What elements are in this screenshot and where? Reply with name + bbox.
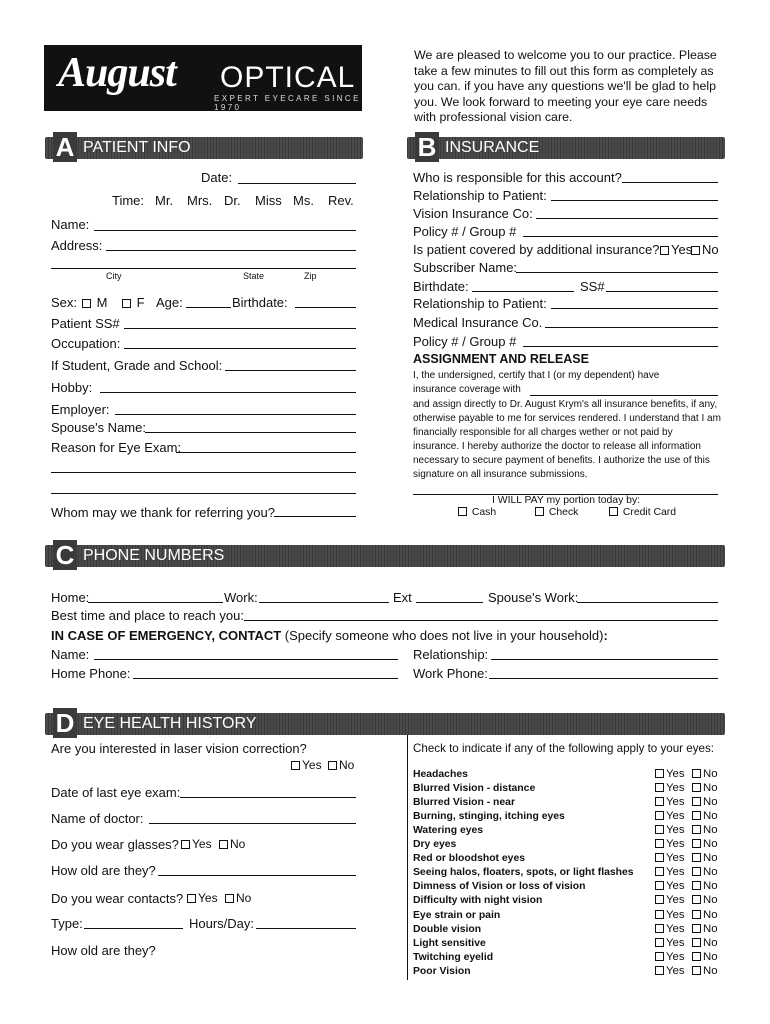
logo-word: OPTICAL — [220, 61, 356, 94]
condition-yes-checkbox[interactable]: Yes — [655, 909, 685, 921]
checkbox-icon — [655, 797, 664, 806]
contacts-age-label: How old are they? — [51, 943, 156, 958]
pay-check-checkbox[interactable]: Check — [535, 507, 578, 518]
state-label: State — [243, 271, 265, 281]
checkbox-icon — [655, 825, 664, 834]
glasses-label: Do you wear glasses? — [51, 837, 179, 852]
city-label: City — [106, 271, 122, 281]
patient-ss-label: Patient SS# — [51, 316, 120, 331]
condition-label: Red or bloodshot eyes — [413, 853, 526, 864]
laser-no-checkbox[interactable]: No — [328, 758, 354, 772]
checkbox-icon — [655, 811, 664, 820]
hours-label: Hours/Day: — [189, 916, 255, 931]
home-field[interactable] — [88, 602, 223, 603]
condition-yes-checkbox[interactable]: Yes — [655, 951, 685, 963]
condition-label: Twitching eyelid — [413, 952, 494, 963]
doctor-label: Name of doctor: — [51, 811, 144, 826]
relationship-label: Relationship to Patient: — [413, 188, 547, 203]
student-field[interactable] — [225, 370, 356, 371]
address-label: Address: — [51, 238, 103, 253]
best-time-field[interactable] — [244, 620, 718, 621]
checkbox-icon — [655, 839, 664, 848]
condition-no-checkbox[interactable]: No — [692, 909, 718, 921]
last-exam-field[interactable] — [180, 797, 356, 798]
pay-credit-checkbox[interactable]: Credit Card — [609, 507, 676, 518]
checkbox-icon — [692, 867, 701, 876]
glasses-age-label: How old are they? — [51, 863, 156, 878]
condition-yes-checkbox[interactable]: Yes — [655, 923, 685, 935]
vision-co-field[interactable] — [536, 218, 718, 219]
condition-label: Dimness of Vision or loss of vision — [413, 881, 586, 892]
spouse-work-label: Spouse's Work: — [488, 590, 579, 605]
student-label: If Student, Grade and School: — [51, 358, 223, 373]
zip-label: Zip — [304, 271, 317, 281]
additional-label: Is patient covered by additional insurance? — [413, 242, 660, 257]
checkbox-icon — [692, 853, 701, 862]
checkbox-icon — [692, 769, 701, 778]
assignment-body: and assign directly to Dr. August Krym's all insurance benefits, if any, otherwise payable to me for services rendered. I understand that I am financially responsible for all charges wether or not paid by insurance. I hereby authorize the doctor to release all information necessary to secure payment of benefits. I authorize the use of this signature on all insurance submissions. — [413, 399, 721, 480]
birthdate-label: Birthdate: — [232, 295, 288, 310]
condition-yes-checkbox[interactable]: Yes — [655, 782, 685, 794]
condition-label: Blurred Vision - near — [413, 797, 516, 808]
condition-yes-checkbox[interactable]: Yes — [655, 852, 685, 864]
occupation-label: Occupation: — [51, 336, 121, 351]
checkbox-icon — [692, 952, 701, 961]
checkbox-icon — [181, 840, 190, 849]
emergency-home-field[interactable] — [133, 678, 398, 679]
checkbox-icon — [655, 938, 664, 947]
checkbox-icon — [655, 895, 664, 904]
checkbox-icon — [458, 507, 467, 516]
condition-label: Dry eyes — [413, 839, 457, 850]
name-field[interactable] — [94, 230, 356, 231]
checkbox-icon — [692, 825, 701, 834]
reason-field[interactable] — [176, 452, 356, 453]
emergency-name-label: Name: — [51, 647, 90, 662]
checkbox-icon — [187, 894, 196, 903]
emergency-relationship-label: Relationship: — [413, 647, 489, 662]
subscriber-field[interactable] — [516, 272, 718, 273]
emergency-name-field[interactable] — [94, 659, 398, 660]
sex-f-checkbox[interactable]: F — [122, 295, 145, 310]
title-miss[interactable]: Miss — [255, 193, 282, 208]
doctor-field[interactable] — [149, 823, 356, 824]
glasses-yes-checkbox[interactable]: Yes — [181, 837, 212, 851]
title-mrs[interactable]: Mrs. — [187, 193, 213, 208]
condition-yes-checkbox[interactable]: Yes — [655, 810, 685, 822]
checkbox-icon — [655, 924, 664, 933]
reason-field-line-2[interactable] — [51, 472, 356, 473]
work-field[interactable] — [259, 602, 389, 603]
condition-no-checkbox[interactable]: No — [692, 965, 718, 977]
relationship2-label: Relationship to Patient: — [413, 296, 547, 311]
name-label: Name: — [51, 217, 90, 232]
condition-no-checkbox[interactable]: No — [692, 937, 718, 949]
ext-label: Ext — [393, 590, 412, 605]
emergency-work-field[interactable] — [489, 678, 718, 679]
work-label: Work: — [224, 590, 258, 605]
checkbox-icon — [692, 938, 701, 947]
condition-no-checkbox[interactable]: No — [692, 824, 718, 836]
checkbox-icon — [609, 507, 618, 516]
employer-label: Employer: — [51, 402, 110, 417]
checkbox-icon — [692, 895, 701, 904]
condition-yes-checkbox[interactable]: Yes — [655, 937, 685, 949]
condition-yes-checkbox[interactable]: Yes — [655, 880, 685, 892]
condition-label: Seeing halos, floaters, spots, or light flashes — [413, 867, 634, 878]
checkbox-icon — [655, 853, 664, 862]
checkbox-icon — [692, 924, 701, 933]
policy-field[interactable] — [523, 236, 718, 237]
condition-yes-checkbox[interactable]: Yes — [655, 838, 685, 850]
condition-no-checkbox[interactable]: No — [692, 880, 718, 892]
time-label: Time: — [112, 193, 145, 208]
condition-yes-checkbox[interactable]: Yes — [655, 796, 685, 808]
emergency-label: IN CASE OF EMERGENCY, CONTACT (Specify someone who does not live in your household): — [51, 628, 608, 643]
hours-field[interactable] — [256, 928, 356, 929]
contacts-label: Do you wear contacts? — [51, 891, 184, 906]
subscriber-label: Subscriber Name: — [413, 260, 518, 275]
additional-no-checkbox[interactable]: No — [691, 242, 719, 257]
policy-label: Policy # / Group # — [413, 224, 517, 239]
condition-no-checkbox[interactable]: No — [692, 923, 718, 935]
last-exam-label: Date of last eye exam: — [51, 785, 181, 800]
laser-label: Are you interested in laser vision correction? — [51, 741, 307, 756]
home-label: Home: — [51, 590, 90, 605]
employer-field[interactable] — [115, 414, 356, 415]
emergency-home-label: Home Phone: — [51, 666, 131, 681]
city-state-zip-field[interactable] — [51, 268, 356, 269]
ext-field[interactable] — [416, 602, 483, 603]
section-c-letter: C — [53, 540, 77, 570]
assignment-line-2: insurance coverage with — [413, 384, 521, 395]
checkbox-icon — [122, 299, 131, 308]
best-time-label: Best time and place to reach you: — [51, 608, 244, 623]
glasses-no-checkbox[interactable]: No — [219, 837, 245, 851]
condition-label: Burning, stinging, itching eyes — [413, 811, 565, 822]
check-title: Check to indicate if any of the following apply to your eyes: — [413, 742, 714, 755]
condition-no-checkbox[interactable]: No — [692, 796, 718, 808]
condition-no-checkbox[interactable]: No — [692, 852, 718, 864]
checkbox-icon — [219, 840, 228, 849]
condition-label: Double vision — [413, 924, 482, 935]
type-field[interactable] — [84, 928, 183, 929]
condition-label: Light sensitive — [413, 938, 486, 949]
emergency-work-label: Work Phone: — [413, 666, 488, 681]
checkbox-icon — [660, 246, 669, 255]
section-a-title: PATIENT INFO — [83, 139, 191, 156]
condition-no-checkbox[interactable]: No — [692, 768, 718, 780]
pay-cash-checkbox[interactable]: Cash — [458, 507, 496, 518]
spouse-name-field[interactable] — [145, 432, 356, 433]
checkbox-icon — [692, 797, 701, 806]
emergency-relationship-field[interactable] — [491, 659, 718, 660]
section-a-header — [45, 132, 363, 162]
section-c-title: PHONE NUMBERS — [83, 547, 225, 564]
section-b-letter: B — [415, 132, 439, 162]
medical-co-label: Medical Insurance Co. — [413, 315, 543, 330]
responsible-label: Who is responsible for this account? — [413, 170, 622, 185]
relationship-field[interactable] — [551, 200, 718, 201]
checkbox-icon — [655, 769, 664, 778]
referral-field[interactable] — [274, 516, 356, 517]
birthdate-field[interactable] — [295, 307, 356, 308]
reason-label: Reason for Eye Exam: — [51, 440, 182, 455]
condition-yes-checkbox[interactable]: Yes — [655, 965, 685, 977]
checkbox-icon — [655, 966, 664, 975]
laser-yes-checkbox[interactable]: Yes — [291, 758, 322, 772]
condition-no-checkbox[interactable]: No — [692, 866, 718, 878]
section-d-header — [45, 708, 725, 738]
spouse-work-field[interactable] — [577, 602, 718, 603]
title-rev[interactable]: Rev. — [328, 193, 354, 208]
condition-label: Eye strain or pain — [413, 910, 501, 921]
section-c-header — [45, 540, 725, 570]
sub-ss-field[interactable] — [606, 291, 718, 292]
title-mr[interactable]: Mr. — [155, 193, 174, 208]
title-ms[interactable]: Ms. — [293, 193, 314, 208]
pay-label: I WILL PAY my portion today by: — [492, 495, 641, 506]
hobby-label: Hobby: — [51, 380, 93, 395]
checkbox-icon — [328, 761, 337, 770]
checkbox-icon — [692, 881, 701, 890]
condition-yes-checkbox[interactable]: Yes — [655, 894, 685, 906]
policy2-field[interactable] — [523, 346, 718, 347]
checkbox-icon — [655, 881, 664, 890]
occupation-field[interactable] — [124, 348, 356, 349]
section-b-header — [407, 132, 725, 162]
logo — [44, 45, 362, 111]
condition-yes-checkbox[interactable]: Yes — [655, 768, 685, 780]
glasses-age-field[interactable] — [158, 875, 356, 876]
section-d-letter: D — [53, 708, 77, 738]
condition-label: Difficulty with night vision — [413, 895, 543, 906]
responsible-field[interactable] — [622, 182, 718, 183]
section-d-title: EYE HEALTH HISTORY — [83, 715, 257, 732]
reason-field-line-3[interactable] — [51, 493, 356, 494]
condition-yes-checkbox[interactable]: Yes — [655, 824, 685, 836]
sub-birthdate-label: Birthdate: — [413, 279, 469, 294]
condition-no-checkbox[interactable]: No — [692, 810, 718, 822]
logo-script: August — [58, 50, 176, 96]
insurance-coverage-field[interactable] — [530, 395, 718, 396]
checkbox-icon — [692, 839, 701, 848]
checkbox-icon — [655, 783, 664, 792]
condition-label: Blurred Vision - distance — [413, 783, 536, 794]
hobby-field[interactable] — [100, 392, 356, 393]
age-label: Age: — [156, 295, 183, 310]
checkbox-icon — [535, 507, 544, 516]
logo-tagline: EXPERT EYECARE SINCE 1970 — [214, 94, 361, 112]
checkbox-icon — [692, 910, 701, 919]
spouse-name-label: Spouse's Name: — [51, 420, 146, 435]
policy2-label: Policy # / Group # — [413, 334, 517, 349]
vision-co-label: Vision Insurance Co: — [413, 206, 533, 221]
condition-yes-checkbox[interactable]: Yes — [655, 866, 685, 878]
type-label: Type: — [51, 916, 83, 931]
checkbox-icon — [82, 299, 91, 308]
sub-birthdate-field[interactable] — [472, 291, 574, 292]
checkbox-icon — [691, 246, 700, 255]
address-field[interactable] — [106, 250, 356, 251]
condition-label: Watering eyes — [413, 825, 484, 836]
contacts-no-checkbox[interactable]: No — [225, 891, 251, 905]
referral-label: Whom may we thank for referring you? — [51, 505, 275, 520]
patient-ss-field[interactable] — [124, 328, 356, 329]
contacts-yes-checkbox[interactable]: Yes — [187, 891, 218, 905]
checkbox-icon — [692, 966, 701, 975]
date-label: Date: — [201, 170, 233, 185]
checkbox-icon — [225, 894, 234, 903]
condition-label: Headaches — [413, 769, 468, 780]
sex-m-checkbox[interactable]: M — [82, 295, 107, 310]
checkbox-icon — [692, 811, 701, 820]
medical-co-field[interactable] — [545, 327, 718, 328]
additional-yes-checkbox[interactable]: Yes — [660, 242, 692, 257]
section-d-divider — [407, 735, 408, 980]
condition-no-checkbox[interactable]: No — [692, 782, 718, 794]
sex-label: Sex: — [51, 295, 78, 310]
checkbox-icon — [291, 761, 300, 770]
condition-no-checkbox[interactable]: No — [692, 894, 718, 906]
title-dr[interactable]: Dr. — [224, 193, 241, 208]
assignment-line-1: I, the undersigned, certify that I (or my dependent) have — [413, 370, 660, 381]
checkbox-icon — [655, 867, 664, 876]
relationship2-field[interactable] — [551, 308, 718, 309]
age-field[interactable] — [186, 307, 231, 308]
assignment-title: ASSIGNMENT AND RELEASE — [413, 352, 589, 366]
checkbox-icon — [655, 952, 664, 961]
sub-ss-label: SS# — [580, 279, 605, 294]
checkbox-icon — [692, 783, 701, 792]
condition-no-checkbox[interactable]: No — [692, 951, 718, 963]
section-b-title: INSURANCE — [445, 139, 540, 156]
section-a-letter: A — [53, 132, 77, 162]
condition-label: Poor Vision — [413, 966, 471, 977]
checkbox-icon — [655, 910, 664, 919]
date-field[interactable] — [238, 183, 356, 184]
condition-no-checkbox[interactable]: No — [692, 838, 718, 850]
welcome-text: We are pleased to welcome you to our practice. Please take a few minutes to fill out this form as completely as you can. if you have any questions we'll be glad to help you. We look forward to meeting your eye care needs with professional vision care. — [414, 48, 717, 125]
